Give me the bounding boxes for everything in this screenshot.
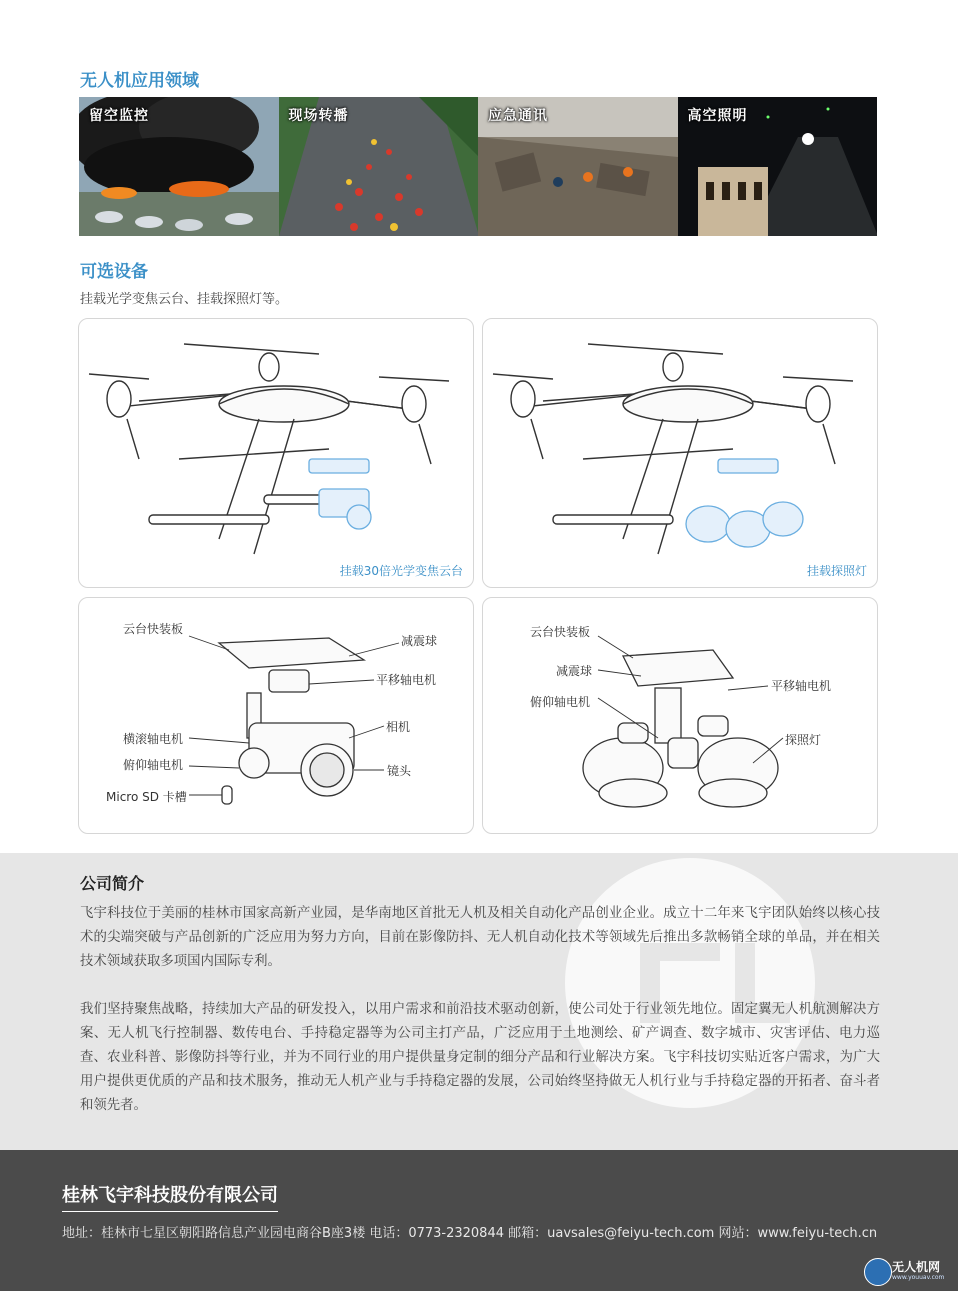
label-lens: 镜头	[387, 764, 412, 778]
label-damper: 减震球	[401, 634, 438, 648]
label-pan-motor: 平移轴电机	[376, 673, 437, 687]
company-profile-paragraph-2: 我们坚持聚焦战略，持续加大产品的研发投入，以用户需求和前沿技术驱动创新，使公司处于行业领先地位。固定翼无人机航测解决方案、无人机飞行控制器、数传电台、手持稳定器等为公司主打产品，广泛应用于土地测绘、矿产调查、数字城市、灾害评估、电力巡查、农业科普、影像防抖等行业，并为不同行业的用户提供量身定制的细分产品和行业解决方案。飞宇科技切实贴近客户需求，为广大用户提供更优质的产品和技术服务，推动无人机产业与手持稳定器的发展，公司始终坚持做无人机行业与手持稳定器的开拓者、奋斗者和领先者。	[80, 1002, 880, 1113]
company-profile-section	[0, 853, 958, 1150]
application-label: 高空照明	[687, 108, 748, 124]
equipment-subtitle: 挂载光学变焦云台、挂载探照灯等。	[80, 292, 289, 307]
globe-icon	[864, 1258, 892, 1286]
application-label: 留空监控	[89, 108, 149, 124]
equipment-title: 可选设备	[80, 262, 148, 282]
card-light-parts	[482, 597, 878, 834]
application-tile-lighting	[678, 97, 878, 236]
label-tilt-motor: 俯仰轴电机	[530, 695, 591, 709]
watermark-url: www.youuav.com	[892, 1274, 945, 1281]
label-damper: 减震球	[556, 664, 593, 678]
label-quick-plate: 云台快装板	[123, 622, 184, 636]
application-label: 应急通讯	[488, 108, 548, 124]
label-roll-motor: 横滚轴电机	[123, 732, 184, 746]
drone-light-illustration	[483, 319, 877, 587]
company-name: 桂林飞宇科技股份有限公司	[62, 1181, 278, 1212]
watermark-name: 无人机网	[892, 1260, 941, 1274]
label-sd-slot: Micro SD 卡槽	[106, 790, 187, 804]
applications-title: 无人机应用领域	[80, 71, 199, 91]
card-camera-drone	[78, 318, 474, 588]
card-gimbal-parts	[78, 597, 474, 834]
label-pan-motor: 平移轴电机	[771, 679, 832, 693]
label-tilt-motor: 俯仰轴电机	[123, 758, 184, 772]
card-caption: 挂载30倍光学变焦云台	[339, 564, 463, 578]
application-tile-emergency	[478, 97, 678, 236]
card-light-drone	[482, 318, 878, 588]
site-watermark	[862, 1256, 954, 1288]
contact-info: 地址：桂林市七星区朝阳路信息产业园电商谷B座3楼 电话：0773-2320844 邮箱：uavsales@feiyu-tech.com 网站：www.feiyu-tech.cn	[62, 1226, 878, 1241]
card-caption: 挂载探照灯	[806, 564, 867, 578]
company-profile-paragraph-1: 飞宇科技位于美丽的桂林市国家高新产业园，是华南地区首批无人机及相关自动化产品创业企业。成立十二年来飞宇团队始终以核心技术的尖端突破与产品创新的广泛应用为努力方向，目前在影像防抖、无人机自动化技术等领域先后推出多款畅销全球的单品，并在相关技术领域获取多项国内国际专利。	[80, 906, 880, 969]
label-quick-plate: 云台快装板	[530, 625, 591, 639]
application-label: 现场转播	[288, 108, 349, 124]
application-tile-broadcast	[279, 97, 479, 236]
company-profile-title: 公司简介	[80, 874, 145, 893]
footer	[0, 1150, 958, 1291]
application-tile-monitoring	[79, 97, 279, 236]
drone-camera-illustration	[79, 319, 473, 587]
label-camera: 相机	[386, 720, 411, 734]
label-searchlight: 探照灯	[785, 733, 822, 747]
application-gallery	[79, 97, 877, 236]
